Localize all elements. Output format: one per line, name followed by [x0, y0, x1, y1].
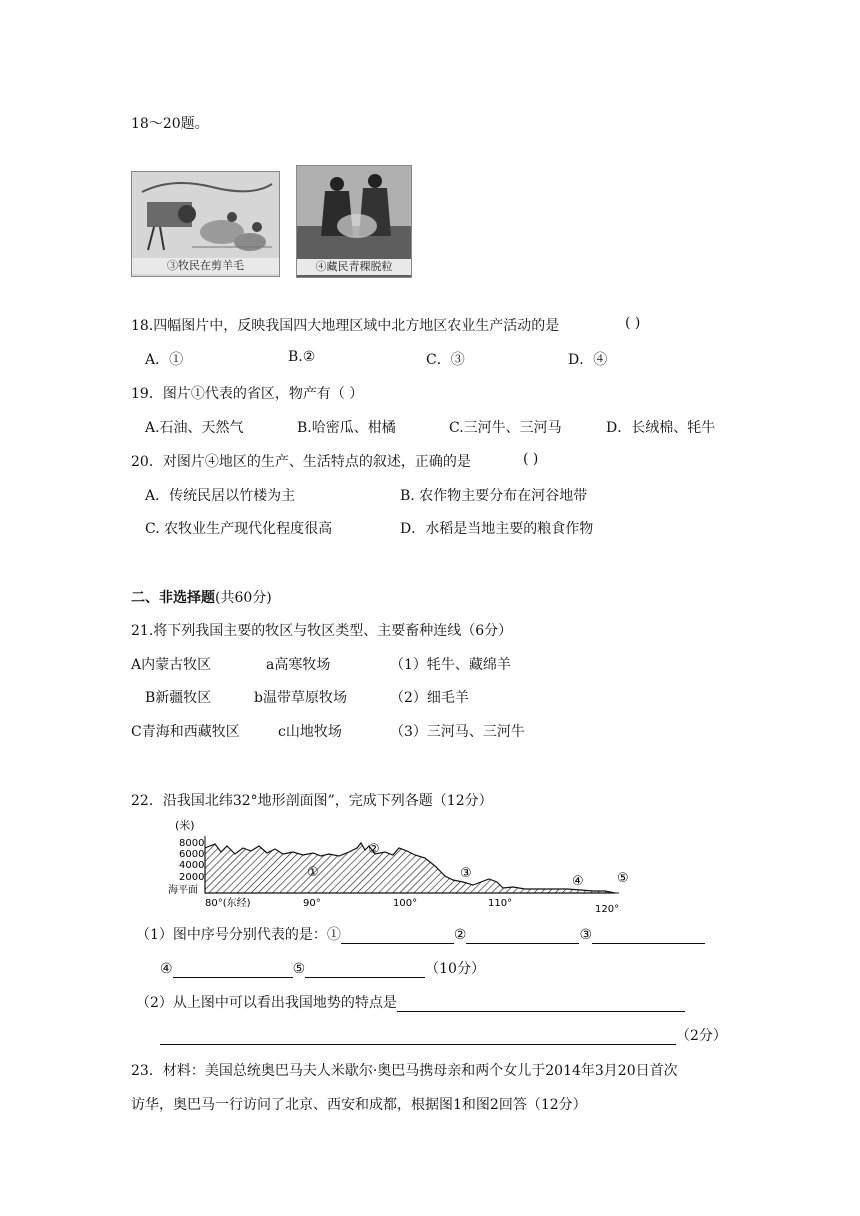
livestock-breed: （2）细毛羊 [390, 690, 469, 706]
question-19-stem: 19．图片①代表的省区，物产有（ ） [131, 386, 364, 402]
pasture-type: b温带草原牧场 [254, 690, 347, 706]
photo-shearing-wool [131, 171, 280, 277]
q22-sub1-line1 [136, 924, 705, 944]
pasture-region: B新疆牧区 [145, 690, 212, 706]
option-b: B.② [288, 349, 316, 365]
sub2-points: （2分） [676, 1028, 727, 1044]
answer-blank-3[interactable] [592, 929, 705, 944]
livestock-breed: （3）三河马、三河牛 [390, 724, 525, 740]
x-tick: 100° [393, 898, 418, 909]
option-c: C.三河牛、三河马 [449, 420, 562, 436]
answer-blank-5[interactable] [305, 963, 425, 978]
y-tick: 6000 [179, 849, 205, 860]
pasture-type: c山地牧场 [278, 724, 342, 740]
option-d: D．长绒棉、牦牛 [606, 420, 716, 436]
answer-blank-4[interactable] [173, 963, 293, 978]
section-title: 二、非选择题 [131, 590, 215, 606]
photo-caption: ③牧民在剪羊毛 [132, 258, 279, 274]
x-tick: 110° [488, 898, 513, 909]
y-tick: 4000 [179, 860, 205, 871]
y-tick: 8000 [179, 838, 205, 849]
option-a: A．① [145, 352, 184, 368]
profile-marker: ② [368, 842, 380, 857]
profile-marker: ⑤ [617, 871, 629, 886]
blank-marker: ① [326, 927, 341, 943]
answer-blank-2[interactable] [466, 929, 579, 944]
q22-sub1-line2 [160, 958, 485, 978]
q22-sub2-line1 [136, 992, 685, 1012]
terrain-profile-figure [163, 818, 643, 913]
pasture-type: a高寒牧场 [266, 657, 331, 673]
pasture-region: C青海和西藏牧区 [131, 724, 240, 740]
livestock-breed: （1）牦牛、藏绵羊 [390, 657, 511, 673]
section-points: (共60分) [215, 590, 272, 606]
q22-sub2-label: （2）从上图中可以看出我国地势的特点是 [136, 995, 397, 1011]
section-heading [131, 587, 272, 607]
option-a: A.石油、天然气 [145, 420, 244, 436]
option-a: A．传统民居以竹楼为主 [145, 488, 296, 504]
option-b: B.哈密瓜、柑橘 [297, 420, 396, 436]
question-22-stem: 22．沿我国北纬32°地形剖面图”，完成下列各题（12分） [131, 793, 493, 809]
answer-paren: ( ) [523, 451, 539, 467]
x-tick: 90° [303, 898, 321, 909]
photo-threshing-barley [296, 165, 412, 278]
option-c: C. 农牧业生产现代化程度很高 [145, 521, 333, 537]
q22-sub1-label: （1）图中序号分别代表的是： [136, 927, 327, 943]
answer-blank-1[interactable] [341, 929, 454, 944]
y-tick-sea-level: 海平面 [168, 885, 198, 896]
answer-blank-7[interactable] [160, 1030, 676, 1045]
y-tick: 2000 [179, 872, 205, 883]
blank-marker: ④ [160, 961, 173, 977]
answer-paren: ( ) [625, 315, 641, 331]
option-b: B. 农作物主要分布在河谷地带 [400, 488, 588, 504]
question-group-header: 18～20题。 [131, 116, 209, 132]
blank-marker: ③ [579, 927, 593, 943]
terrain-profile-area [205, 843, 615, 893]
photo-caption: ④藏民青稞脱粒 [297, 259, 411, 275]
blank-marker: ② [453, 927, 467, 943]
profile-marker: ③ [460, 866, 472, 881]
answer-blank-6[interactable] [397, 997, 685, 1012]
option-c: C．③ [426, 352, 465, 368]
question-18-stem: 18.四幅图片中，反映我国四大地理区域中北方地区农业生产活动的是 [131, 318, 560, 334]
pasture-region: A内蒙古牧区 [131, 657, 212, 673]
question-21-stem: 21.将下列我国主要的牧区与牧区类型、主要畜种连线（6分） [131, 623, 513, 639]
question-23-line2: 访华，奥巴马一行访问了北京、西安和成都，根据图1和图2回答（12分） [131, 1097, 587, 1113]
y-axis-unit: (米) [175, 819, 195, 832]
sub1-points: （10分） [425, 961, 485, 977]
q22-sub2-line2 [160, 1025, 727, 1045]
question-20-stem: 20．对图片④地区的生产、生活特点的叙述，正确的是 [131, 454, 471, 470]
profile-marker: ④ [572, 874, 584, 889]
profile-marker: ① [307, 865, 319, 880]
x-tick: 80°(东经) [205, 898, 251, 909]
option-d: D．水稻是当地主要的粮食作物 [400, 521, 594, 537]
question-23-line1: 23．材料：美国总统奥巴马夫人米歇尔·奥巴马携母亲和两个女儿于2014年3月20日首次 [131, 1063, 678, 1079]
x-tick: 120° [595, 904, 620, 913]
option-d: D．④ [568, 352, 608, 368]
blank-marker: ⑤ [292, 961, 306, 977]
